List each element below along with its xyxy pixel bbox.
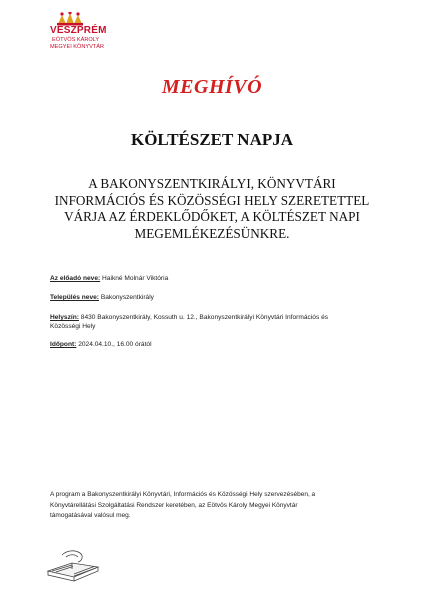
settlement-row [50,293,380,302]
venue-label: Helyszín: [50,314,79,321]
time-row [50,340,380,349]
venue-row [50,313,380,331]
invitation-line: A BAKONYSZENTKIRÁLYI, KÖNYVTÁRI [88,176,336,191]
event-title: KÖLTÉSZET NAPJA [130,130,294,149]
logo-line1: EÖTVÖS KÁROLY [52,37,100,43]
invitation-line: INFORMÁCIÓS ÉS KÖZÖSSÉGI HELY SZERETETTEL [54,192,370,208]
footer-line: támogatásával valósul meg. [50,512,131,519]
presenter-row [50,274,380,283]
presenter-value: Haikné Molnár Viktória [102,275,169,282]
time-value: 2024.04.10., 16.00 órától [78,341,152,348]
presenter-label: Az előadó neve: [50,275,101,282]
logo-name: VESZPRÉM [50,25,107,36]
venue-value: 8430 Bakonyszentkirály, Kossuth u. 12., Bakonyszentkirályi Könyvtári Információs és [80,314,329,321]
venue-value-cont: Közösségi Hely [50,323,96,330]
open-book-icon [44,545,102,585]
settlement-label: Település neve: [50,294,99,301]
settlement-value: Bakonyszentkirály [100,294,154,301]
crown-icon [56,12,96,26]
invitation-line: MEGEMLÉKEZÉSÜNKRE. [134,225,290,241]
time-label: Időpont: [50,341,77,348]
logo-line2: MEGYEI KÖNYVTÁR [50,44,105,50]
invitation-line: VÁRJA AZ ÉRDEKLŐDŐKET, A KÖLTÉSZET NAPI [64,209,360,224]
footer-line: A program a Bakonyszentkirályi Könyvtári, Információs és Közösségi Hely szervezésében, a [50,491,316,498]
footer-note [50,490,380,522]
invitation-text [0,176,424,242]
footer-line: Könyvtárellátási Szolgáltatási Rendszer keretében, az Eötvös Károly Megyei Könyvtár [50,501,298,509]
page-title: MEGHÍVÓ [161,76,263,98]
